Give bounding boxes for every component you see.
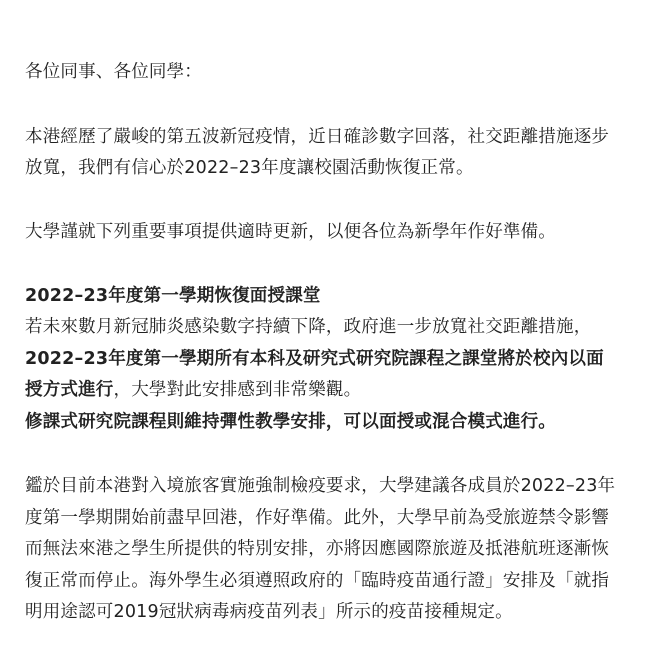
para1-line2: 放寬，我們有信心於2022–23年度讓校園活動恢復正常。: [25, 158, 474, 178]
section1-heading: 2022–23年度第一學期恢復面授課堂: [25, 286, 321, 306]
para3-line5: 明用途認可2019冠狀病毒病疫苗列表」所示的疫苗接種規定。: [25, 602, 513, 622]
section1-line1: 若未來數月新冠肺炎感染數字持續下降，政府進一步放寬社交距離措施，: [25, 317, 592, 337]
greeting-line: 各位同事、各位同學：: [25, 62, 202, 82]
section1-line3: [25, 377, 361, 403]
section1-line4: 修課式研究院課程則維持彈性教學安排，可以面授或混合模式進行。: [25, 412, 556, 432]
section1-line3-rest: ，大學對此安排感到非常樂觀。: [113, 380, 362, 400]
para3-line3: 而無法來港之學生所提供的特別安排，亦將因應國際旅遊及抵港航班逐漸恢: [25, 539, 610, 559]
para1-line1: 本港經歷了嚴峻的第五波新冠疫情，近日確診數字回落，社交距離措施逐步: [25, 127, 610, 147]
para3-line2: 度第一學期開始前盡早回港，作好準備。此外，大學早前為受旅遊禁令影響: [25, 508, 610, 528]
para3-line4: 復正常而停止。海外學生必須遵照政府的「臨時疫苗通行證」安排及「就指: [25, 571, 610, 591]
section1-line3-bold: 授方式進行: [25, 380, 114, 400]
para2-line1: 大學謹就下列重要事項提供適時更新，以便各位為新學年作好準備。: [25, 222, 556, 242]
section1-line2: 2022–23年度第一學期所有本科及研究式研究院課程之課堂將於校內以面: [25, 349, 604, 369]
para3-line1: 鑑於目前本港對入境旅客實施強制檢疫要求，大學建議各成員於2022–23年: [25, 476, 616, 496]
